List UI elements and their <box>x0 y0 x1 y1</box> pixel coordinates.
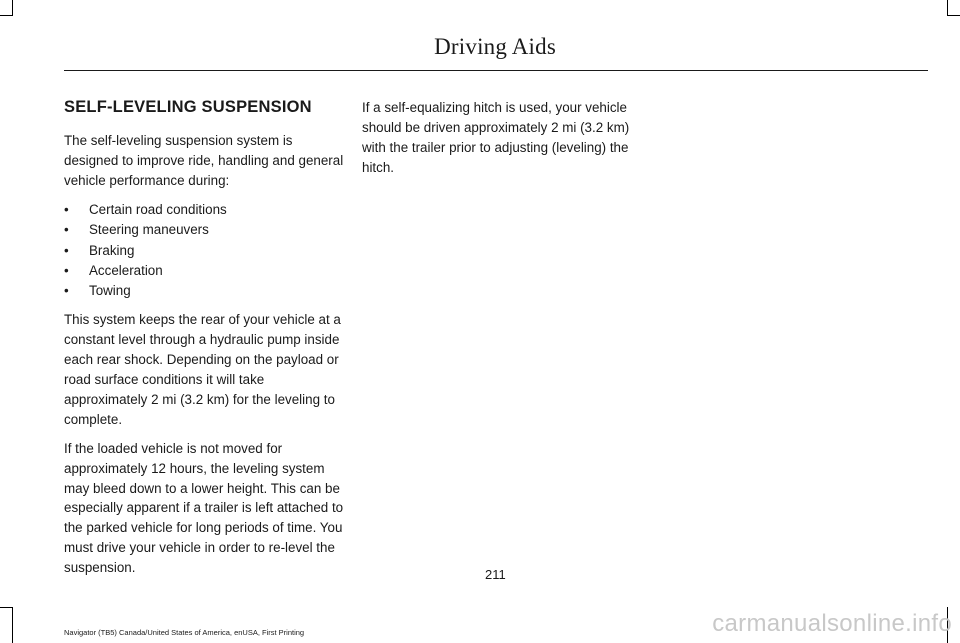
body-paragraph: If a self-equalizing hitch is used, your vehicle should be driven approximately 2 mi (3.2 km) with the trailer prior to adjusting (leveling) the hitch. <box>362 100 630 175</box>
body-paragraph: This system keeps the rear of your vehicle at a constant level through a hydraulic pump inside each rear shock. Depending on the payload or road surface conditions it will take approximately 2 mi (3.2 km) for the leveling to complete. <box>64 312 341 427</box>
footer-text: Navigator (TB5) Canada/United States of America, enUSA, First Printing <box>64 628 305 637</box>
crop-mark-top-left-vertical <box>12 0 13 15</box>
list-item <box>64 200 346 220</box>
list-item-text: Towing <box>89 283 131 299</box>
crop-mark-bottom-left-vertical <box>12 607 13 643</box>
section-heading: SELF-LEVELING SUSPENSION <box>64 98 312 116</box>
list-item <box>64 261 346 281</box>
crop-mark-bottom-left-horizontal <box>0 607 13 608</box>
bullet-icon: • <box>64 201 69 217</box>
header-rule <box>64 70 928 71</box>
crop-mark-top-right-vertical <box>947 0 948 15</box>
left-column <box>64 96 346 587</box>
bullet-icon: • <box>64 222 69 238</box>
crop-mark-top-right-horizontal <box>947 15 960 16</box>
page-header-title: Driving Aids <box>434 34 556 59</box>
intro-paragraph: The self-leveling suspension system is designed to improve ride, handling and general vehicle performance during: <box>64 133 344 188</box>
list-item <box>64 241 346 261</box>
watermark-logo: carmanualsonline.info <box>712 610 952 637</box>
body-paragraph: If the loaded vehicle is not moved for approximately 12 hours, the leveling system may bleed down to a lower height. This can be especially apparent if a trailer is left attached to the parked vehicle for long periods of time. You must drive your vehicle in order to re-level the suspension. <box>64 440 344 576</box>
list-item-text: Braking <box>89 242 135 258</box>
bullet-icon: • <box>64 283 69 299</box>
conditions-list <box>64 200 346 302</box>
list-item-text: Acceleration <box>89 262 163 278</box>
list-item <box>64 220 346 240</box>
bullet-icon: • <box>64 262 69 278</box>
list-item-text: Certain road conditions <box>89 201 227 217</box>
list-item <box>64 281 346 301</box>
crop-mark-top-left-horizontal <box>0 15 13 16</box>
bullet-icon: • <box>64 242 69 258</box>
right-column <box>362 98 634 187</box>
list-item-text: Steering maneuvers <box>89 222 209 238</box>
page-number: 211 <box>485 567 506 582</box>
